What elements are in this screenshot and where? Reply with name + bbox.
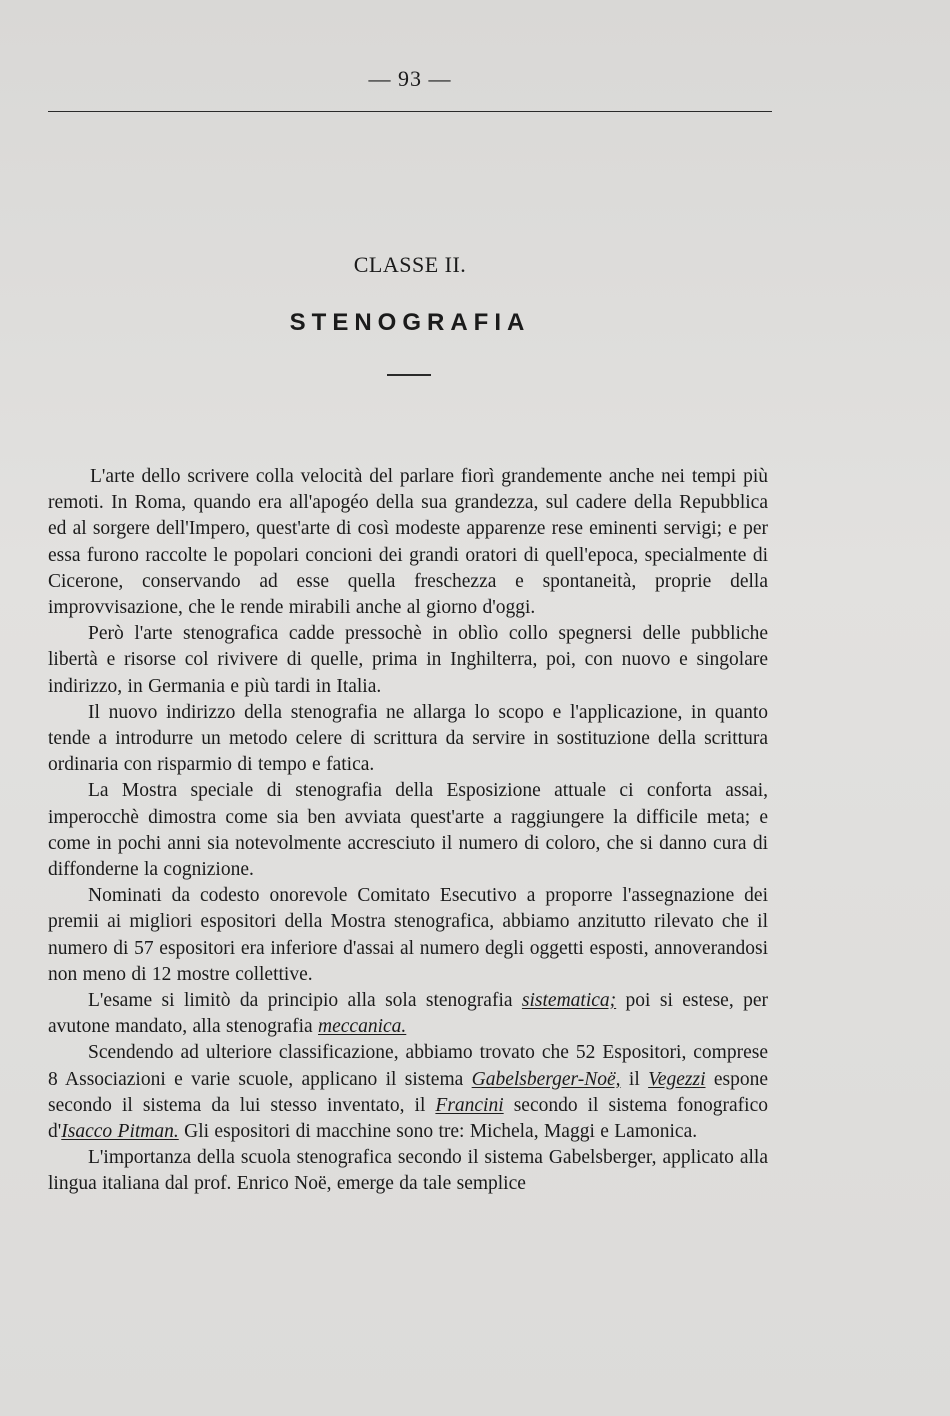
class-title: CLASSE II. <box>353 252 467 277</box>
emphasis-vegezzi: Vegezzi <box>648 1068 706 1090</box>
emphasis-sistematica: sistematica; <box>521 990 617 1012</box>
paragraph-2: Però l'arte stenografica cadde pressochè in oblìo collo spegnersi delle pubbliche libertà e risorse col rivivere di quelle, prima in Inghilterra, poi, con nuovo e singolare indirizzo, in Germania e più tardi in Italia. <box>48 623 768 697</box>
paragraph-6-text-a: L'esame si limitò da principio alla sola stenografia <box>88 990 522 1012</box>
paragraph-7-text-d: secondo il sistema fonografico d' <box>48 1094 769 1143</box>
paragraph-5: Nominati da codesto onorevole Comitato Esecutivo a proporre l'assegnazione dei premii ai migliori espositori della Mostra stenografica, abbiamo anzitutto rilevato che il numero di 57 espositori era inferiore d'assai al numero degli oggetti esposti, annoverandosi non meno di 12 mostre collettive. <box>48 885 768 985</box>
emphasis-francini: Francini <box>435 1094 504 1116</box>
paragraph-7-text-b: il <box>620 1068 649 1090</box>
section-title: STENOGRAFIA <box>289 309 531 336</box>
emphasis-meccanica: meccanica. <box>318 1016 407 1038</box>
paragraph-7-text-e: Gli espositori di macchine sono tre: Michela, Maggi e Lamonica. <box>178 1121 698 1143</box>
paragraph-3: Il nuovo indirizzo della stenografia ne allarga lo scopo e l'applicazione, in quanto tende a introdurre un metodo celere di scrittura da servire in sostituzione della scrittura ordinaria con risparmio di tempo e fatica. <box>48 701 768 776</box>
paragraph-6-text-b: poi si estese, per avutone mandato, alla stenografia <box>48 990 769 1038</box>
paragraph-7-text-a: Scendendo ad ulteriore classificazione, abbiamo trovato che 52 Espositori, comprese 8 Associazioni e varie scuole, applicano il sistema <box>48 1042 768 1090</box>
paragraph-1: L'arte dello scrivere colla velocità del parlare fiorì grandemente anche nei tempi più remoti. In Roma, quando era all'apogéo della sua grandezza, sul cadere della Repubblica ed al sorgere dell'Impero, quest'arte di così modeste apparenze rese eminenti servigi; e per essa furono raccolte le popolari concioni dei grandi oratori di quell'epoca, specialmente di Cicerone, conservando ad esse quella freschezza e spontaneità, proprie della improvvisazione, che le rende mirabili anche al giorno d'oggi. <box>48 466 768 619</box>
body-text <box>48 464 768 1198</box>
paragraph-8: L'importanza della scuola stenografica secondo il sistema Gabelsberger, applicato alla lingua italiana dal prof. Enrico Noë, emerge da tale semplice <box>48 1147 768 1195</box>
paragraph-7 <box>48 1040 768 1145</box>
paragraph-4: La Mostra speciale di stenografia della Esposizione attuale ci conforta assai, imperocchè dimostra come sia ben avviata quest'arte a raggiungere la difficile meta; e come in pochi anni sia notevolmente accresciuto il numero di coloro, che si danno cura di diffonderne la cognizione. <box>48 780 768 881</box>
page-number: — 93 — <box>368 66 452 91</box>
title-divider <box>387 374 431 376</box>
emphasis-isacco-pitman: Isacco Pitman. <box>61 1121 179 1143</box>
paragraph-7-text-c: espone secondo il sistema da lui stesso inventato, il <box>48 1068 768 1116</box>
paragraph-6 <box>48 988 768 1040</box>
header-rule <box>48 111 772 112</box>
emphasis-gabelsberger-noe: Gabelsberger-Noë, <box>471 1068 621 1090</box>
